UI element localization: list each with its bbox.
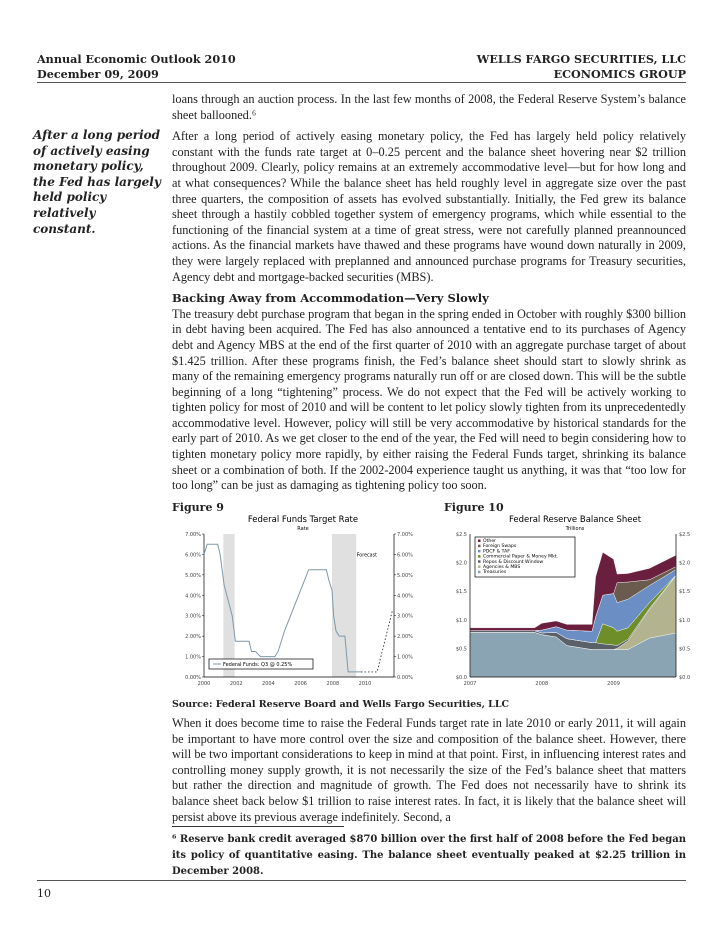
legend-label: Repos & Discount Window	[483, 559, 544, 565]
x-tick-label: 2002	[229, 680, 243, 687]
legend-swatch	[478, 539, 481, 542]
y-tick-label: $2.0	[455, 560, 467, 567]
y-tick-label-right: 6.00%	[397, 552, 413, 559]
x-tick-label: 2000	[197, 680, 211, 687]
y-tick-label-right: $1.5	[679, 589, 691, 596]
legend-swatch	[478, 571, 481, 574]
y-tick-label: $0.5	[455, 646, 467, 653]
y-tick-label: 1.00%	[185, 654, 201, 661]
y-tick-label-right: 0.00%	[397, 674, 413, 681]
legend-label: Treasuries	[483, 570, 507, 576]
y-tick-label: 4.00%	[185, 593, 201, 600]
y-tick-label-right: 5.00%	[397, 572, 413, 579]
legend-swatch	[478, 555, 481, 558]
y-tick-label: 0.00%	[185, 674, 201, 681]
y-tick-label-right: $1.0	[679, 617, 691, 624]
legend-label: Commercial Paper & Money Mkt.	[483, 554, 559, 560]
forecast-annotation: Forecast	[356, 553, 377, 559]
legend-label: Federal Funds: Q3 @ 0.25%	[223, 661, 293, 668]
figure-9	[172, 500, 434, 694]
y-tick-label-right: $2.5	[679, 531, 691, 538]
footnote: ⁶ Reserve bank credit averaged $870 billion over the first half of 2008 before the Fed began its policy of quantitative easing. The balance sheet eventually peaked at $2.25 trillion in December 2008.	[172, 834, 686, 877]
y-tick-label: 7.00%	[185, 531, 201, 538]
forecast-line	[361, 610, 392, 671]
y-tick-label: $2.5	[455, 531, 467, 538]
report-date: December 09, 2009	[37, 67, 159, 81]
chart-title: Federal Reserve Balance Sheet	[508, 514, 642, 525]
company-name: WELLS FARGO SECURITIES, LLC	[476, 52, 686, 66]
page-footer	[37, 880, 686, 900]
x-tick-label: 2010	[358, 680, 372, 687]
report-title: Annual Economic Outlook 2010	[37, 52, 236, 66]
paragraph: The treasury debt purchase program that began in the spring ended in October with roughly $300 billion in debt having been acquired. The Fed has also announced a tentative end to its purchases of Agency debt and Agency MBS at the end of the first quarter of 2010 with an aggregate purchase target of about $1.425 trillion. After these programs finish, the Fed’s balance sheet should start to slowly shrink as many of the remaining emergency programs naturally run off or are closed down. This will be the subtle beginning of a long “tightening” process. We do not expect that the Fed will be actively working to tighten policy for most of 2010 and will be content to let policy slowly tighten from its unprecedentedly accommodative level. However, policy will still be very accommodative by historical standards for the early part of 2010. As we get closer to the end of the year, the Fed will need to begin considering how to tighten monetary policy more rapidly, by either raising the Federal Funds target, shrinking its balance sheet or a combination of both. If the 2002-2004 experience taught us anything, it was that “too low for too long” can be just as damaging as tightening policy too soon.	[172, 306, 686, 493]
legend-swatch	[478, 565, 481, 568]
chart-subtitle: Rate	[297, 525, 309, 532]
legend-label: Agencies & MBS	[483, 564, 521, 570]
footnote-divider	[172, 826, 344, 827]
chart-subtitle: Trillions	[565, 525, 585, 532]
main-content	[172, 92, 691, 831]
legend-label: Other	[483, 538, 497, 544]
x-tick-label: 2007	[463, 680, 477, 687]
legend-swatch	[478, 545, 481, 548]
y-tick-label-right: 1.00%	[397, 654, 413, 661]
y-tick-label: 6.00%	[185, 552, 201, 559]
y-tick-label-right: $0.5	[679, 646, 691, 653]
section-heading: Backing Away from Accommodation—Very Slowly	[172, 291, 489, 306]
paragraph: loans through an auction process. In the last few months of 2008, the Federal Reserve System’s balance sheet ballooned.⁶	[172, 92, 686, 122]
x-tick-label: 2006	[294, 680, 307, 687]
x-tick-label: 2004	[262, 680, 275, 687]
figure-10	[444, 500, 706, 694]
fed-funds-chart	[172, 514, 434, 689]
legend-label: PDCF & TAF	[483, 549, 510, 555]
page-header	[37, 52, 686, 83]
y-tick-label-right: $2.0	[679, 560, 691, 567]
figure-label: Figure 9	[172, 500, 224, 514]
y-tick-label: $1.5	[455, 589, 467, 596]
x-tick-label: 2009	[607, 680, 620, 687]
chart-title: Federal Funds Target Rate	[247, 514, 359, 525]
y-tick-label-right: $0.0	[679, 674, 691, 681]
y-tick-label-right: 4.00%	[397, 593, 413, 600]
paragraph: When it does become time to raise the Federal Funds target rate in late 2010 or early 2011, it will again be important to have more control over the size and composition of the balance sheet. However, there will be two important considerations to keep in mind at that point. First, in influencing interest rates and controlling money supply growth, it is not necessarily the size of the Fed’s balance sheet that matters but rather the direction and magnitude of growth. The Fed does not necessarily have to shrink its balance sheet back below $1 trillion to raise interest rates. In fact, it is likely that the balance sheet will persist above its previous average indefinitely. Second, a	[172, 716, 686, 824]
x-tick-label: 2008	[535, 680, 549, 687]
y-tick-label-right: 7.00%	[397, 531, 413, 538]
y-tick-label: $1.0	[455, 617, 467, 624]
y-tick-label-right: 3.00%	[397, 613, 413, 620]
legend-swatch	[478, 560, 481, 563]
paragraph: After a long period of actively easing monetary policy, the Fed has largely held policy relatively constant with the funds rate target at 0–0.25 percent and the balance sheet hovering near $2 trillion throughout 2009. Clearly, policy remains at an extremely accommodative level—but for how long and at what consequences? While the balance sheet has held roughly level in aggregate size over the past three quarters, the composition of assets has evolved substantially. Initially, the Fed grew its balance sheet through a hastily cobbled together system of emergency programs, which while essential to the functioning of the financial system at a time of great stress, were not carefully planned preannounced actions. As the financial markets have thawed and these programs have wound down naturally in 2009, they were largely replaced with preplanned and announced purchase programs for Treasury securities, Agency debt and mortgage-backed securities (MBS).	[172, 129, 686, 284]
x-tick-label: 2008	[326, 680, 340, 687]
page-number: 10	[37, 887, 51, 900]
y-tick-label-right: 2.00%	[397, 633, 413, 640]
source-note: Source: Federal Reserve Board and Wells Fargo Securities, LLC	[172, 699, 510, 711]
legend-swatch	[478, 550, 481, 553]
sidebar-pull-quote: After a long period of actively easing monetary policy, the Fed has largely held policy relatively constant.	[33, 128, 161, 236]
balance-sheet-chart	[444, 514, 706, 689]
y-tick-label: $0.0	[455, 674, 467, 681]
group-name: ECONOMICS GROUP	[553, 67, 686, 81]
figure-label: Figure 10	[444, 500, 504, 514]
legend-label: Foreign Swaps	[483, 544, 517, 550]
recession-band	[332, 534, 356, 677]
y-tick-label: 2.00%	[185, 633, 201, 640]
y-tick-label: 5.00%	[185, 572, 201, 579]
recession-band	[223, 534, 234, 677]
y-tick-label: 3.00%	[185, 613, 201, 620]
